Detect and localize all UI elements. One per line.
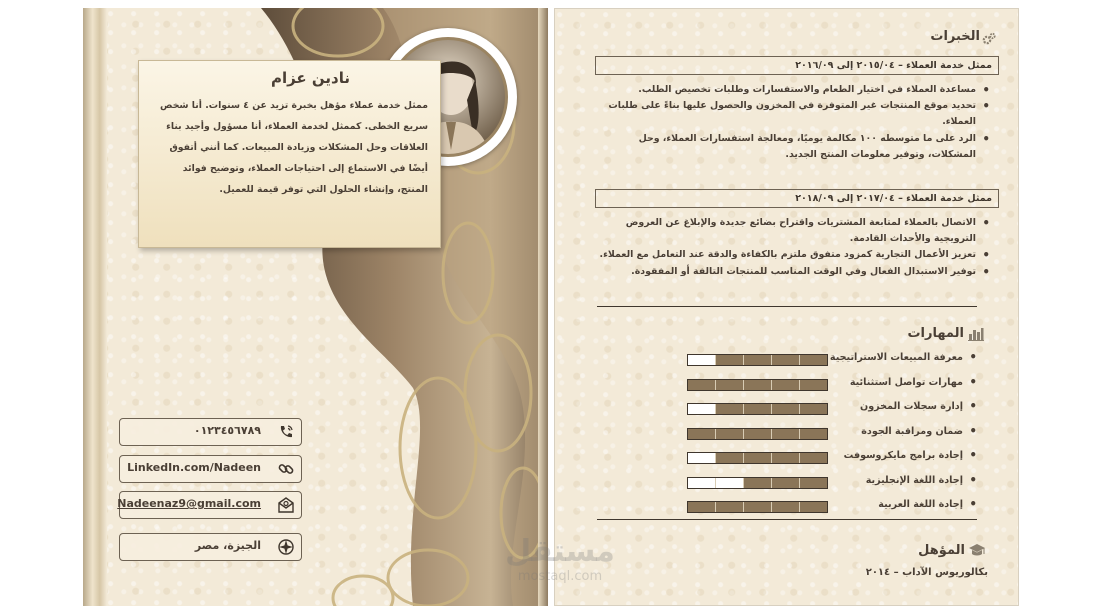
skill-level-segment xyxy=(772,453,800,463)
contact-phone-value: ٠١٢٣٤٥٦٧٨٩ xyxy=(193,424,261,437)
list-item: • توفير الاستبدال الفعال وفي الوقت المناسب للمنتجات التالفة أو المفقودة. xyxy=(595,264,990,280)
contact-email[interactable] xyxy=(119,491,302,519)
skill-name: • إجادة برامج مايكروسوفت xyxy=(844,450,977,461)
skill-level-segment xyxy=(688,355,716,365)
skill-level-segment xyxy=(772,355,800,365)
skill-level-segment xyxy=(688,502,716,512)
skill-row xyxy=(687,351,977,369)
skill-name: • إجادة اللغة العربية xyxy=(878,499,977,510)
skill-level-bar xyxy=(687,403,828,415)
skill-row xyxy=(687,400,977,418)
skill-level-segment xyxy=(716,453,744,463)
skill-level-segment xyxy=(800,380,827,390)
job-2-bullets xyxy=(595,215,990,280)
cv-page-left xyxy=(83,8,548,606)
skill-level-segment xyxy=(744,429,772,439)
skill-name: • إجادة اللغة الإنجليزية xyxy=(866,475,977,486)
skill-level-segment xyxy=(688,404,716,414)
list-item: • تحديد موقع المنتجات غير المتوفرة في المخزون والحصول عليها بناءً على طلبات العملاء. xyxy=(595,98,990,130)
site-watermark xyxy=(490,535,630,584)
skill-row xyxy=(687,376,977,394)
profile-summary: ممثل خدمة عملاء مؤهل بخبرة تزيد عن ٤ سنوات. أنا شخص سريع الخطى. كممثل لخدمة العملاء، أنا مسؤول وأجيد بناء العلاقات وحل المشكلات وزيادة المبيعات. كما أنني أتفوق أيضًا في الاستماع إلى احتياجات العملاء، وتوضيح فوائد المنتج، وإنشاء الحلول التي توفر قيمة للعميل. xyxy=(160,100,428,195)
skill-level-segment xyxy=(744,453,772,463)
skill-level-segment xyxy=(772,380,800,390)
location-icon xyxy=(277,538,295,556)
bar-chart-icon xyxy=(968,327,984,341)
skill-level-bar xyxy=(687,379,828,391)
list-item: • الرد على ما متوسطه ١٠٠ مكالمة يوميًا، ومعالجة استفسارات العملاء، وحل المشكلات، وتوفير معلومات المنتج الجديد. xyxy=(595,131,990,163)
skill-level-bar xyxy=(687,452,828,464)
phone-icon xyxy=(277,423,295,441)
skill-level-segment xyxy=(744,380,772,390)
watermark-latin: mostaql.com xyxy=(517,569,603,584)
job-header-2: ممثل خدمة العملاء – ٢٠١٧/٠٤ إلى ٢٠١٨/٠٩ xyxy=(595,189,999,208)
graduation-cap-icon xyxy=(968,543,986,557)
skill-level-segment xyxy=(716,355,744,365)
skill-level-segment xyxy=(716,502,744,512)
section-divider xyxy=(597,306,977,307)
skill-level-bar xyxy=(687,354,828,366)
skill-level-segment xyxy=(800,404,827,414)
experience-title: الخبرات xyxy=(930,29,980,44)
skill-level-segment xyxy=(800,478,827,488)
skill-row xyxy=(687,498,977,516)
cv-page-right xyxy=(554,8,1019,606)
list-item: • الاتصال بالعملاء لمتابعة المشتريات واقتراح بضائع جديدة والإبلاغ عن العروض الترويجية والأحداث القادمة. xyxy=(595,215,990,247)
skill-level-segment xyxy=(716,429,744,439)
page-fold-shadow xyxy=(538,8,548,606)
skills-title: المهارات xyxy=(907,326,964,341)
skill-level-segment xyxy=(772,404,800,414)
email-icon xyxy=(277,496,295,514)
skill-level-bar xyxy=(687,428,828,440)
job-header-1: ممثل خدمة العملاء – ٢٠١٥/٠٤ إلى ٢٠١٦/٠٩ xyxy=(595,56,999,75)
skill-level-segment xyxy=(772,429,800,439)
skill-level-segment xyxy=(744,478,772,488)
list-item: • تعزيز الأعمال التجارية كمزود متفوق ملتزم بالكفاءة والدقة عند التعامل مع العملاء. xyxy=(595,247,990,263)
skill-level-segment xyxy=(744,355,772,365)
profile-summary-card xyxy=(138,60,441,248)
contact-linkedin[interactable] xyxy=(119,455,302,483)
contact-linkedin-value[interactable]: LinkedIn.com/Nadeen xyxy=(127,461,261,474)
profile-name: نادين عزام xyxy=(270,69,350,87)
skill-level-segment xyxy=(744,404,772,414)
skill-level-segment xyxy=(772,478,800,488)
gears-icon xyxy=(982,32,996,46)
contact-location xyxy=(119,533,302,561)
skill-level-segment xyxy=(772,502,800,512)
skill-level-segment xyxy=(716,478,744,488)
skill-level-segment xyxy=(688,429,716,439)
skill-level-bar xyxy=(687,501,828,513)
skill-row xyxy=(687,425,977,443)
skill-level-segment xyxy=(800,429,827,439)
education-title: المؤهل xyxy=(918,543,965,558)
watermark-arabic: مستقل xyxy=(505,534,615,569)
skill-name: • ضمان ومراقبة الجودة xyxy=(861,426,977,437)
section-divider xyxy=(597,519,977,520)
link-icon xyxy=(277,460,295,478)
skill-row xyxy=(687,449,977,467)
skill-level-segment xyxy=(800,453,827,463)
contact-phone xyxy=(119,418,302,446)
skill-name: • معرفة المبيعات الاستراتيجية xyxy=(830,352,977,363)
job-1-bullets xyxy=(595,82,990,163)
skill-row xyxy=(687,474,977,492)
skill-level-segment xyxy=(744,502,772,512)
skill-name: • مهارات تواصل استثنائية xyxy=(850,377,977,388)
skill-level-segment xyxy=(716,380,744,390)
skill-level-segment xyxy=(688,380,716,390)
skill-level-segment xyxy=(716,404,744,414)
contact-location-value: الجيزة، مصر xyxy=(194,539,261,552)
skill-level-segment xyxy=(800,502,827,512)
skill-level-bar xyxy=(687,477,828,489)
contact-email-value[interactable]: Nadeenaz9@gmail.com xyxy=(117,497,261,510)
skill-level-segment xyxy=(800,355,827,365)
list-item: • مساعدة العملاء في اختيار الطعام والاستفسارات وطلبات تخصيص الطلب. xyxy=(595,82,990,98)
skill-level-segment xyxy=(688,453,716,463)
skill-name: • إدارة سجلات المخزون xyxy=(860,401,977,412)
skill-level-segment xyxy=(688,478,716,488)
education-entry: بكالوريوس الآداب – ٢٠١٤ xyxy=(865,567,988,578)
